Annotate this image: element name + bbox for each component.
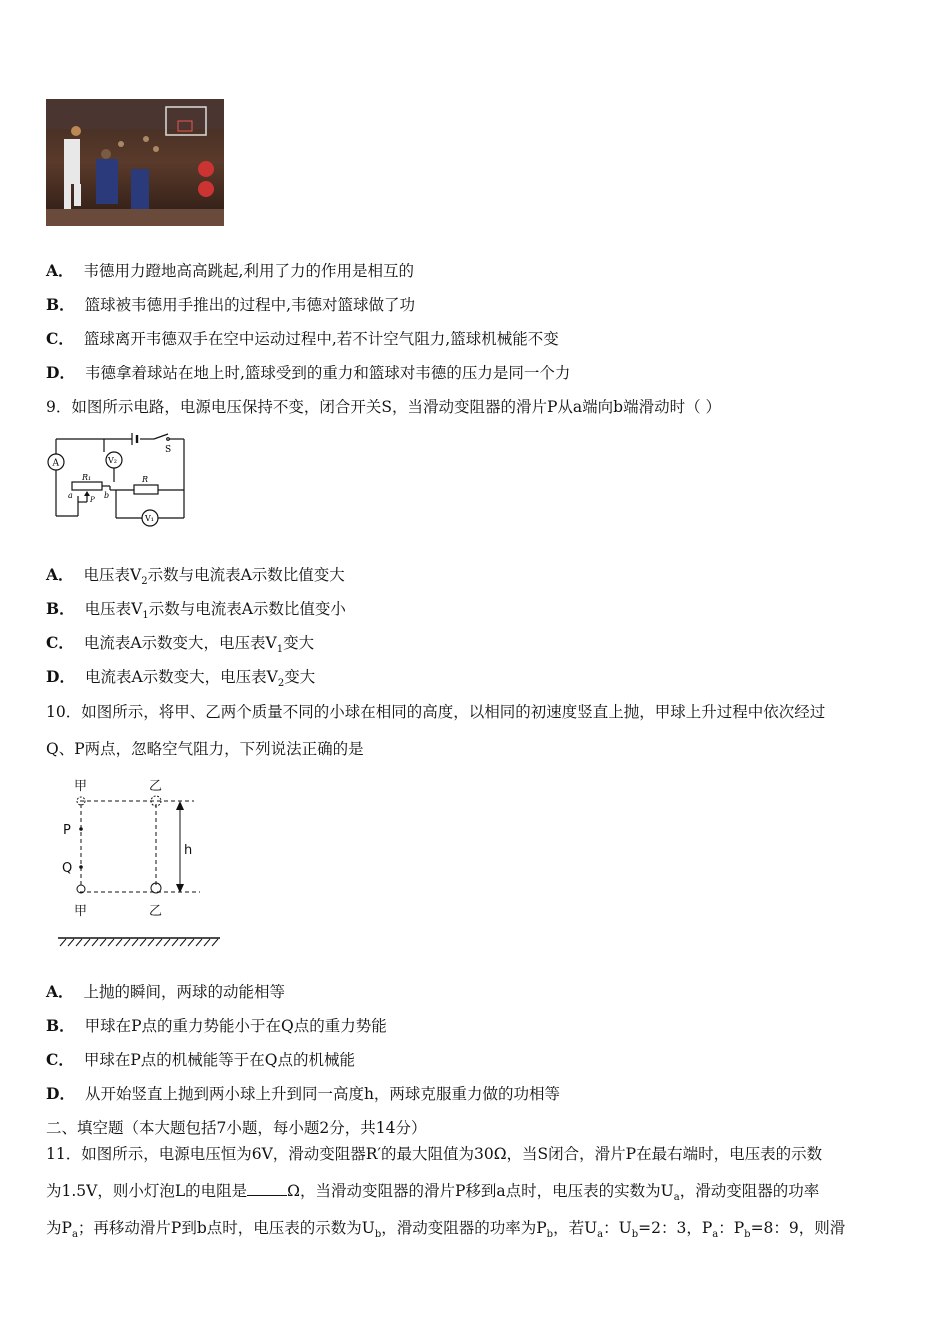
q11-line1: 11．如图所示，电源电压恒为6V，滑动变阻器R′的最大阻值为30Ω，当S闭合，滑片P在最右端时，电压表的示数 (46, 1145, 823, 1163)
r-label: R (142, 475, 149, 484)
q10-option-d[interactable]: D． 从开始竖直上抛到两小球上升到同一高度h，两球克服重力做的功相等 (46, 1084, 560, 1103)
section-title: 二、填空题（本大题包括7小题，每小题2分，共14分） (46, 1119, 427, 1137)
q11-line3: 为$P_a$；再移动滑片P到b点时，电压表的示数为$U_b$，滑动变阻器的功率为$P_b$，若$U_a$：$U_b=2$：3，$P_a$：$P_b=8$：9，则滑 (46, 1219, 846, 1241)
top-jia-label: 甲 (74, 779, 88, 794)
q11-answer-blank[interactable] (247, 1181, 287, 1196)
q8-option-c[interactable]: C． 篮球离开韦德双手在空中运动过程中,若不计空气阻力,篮球机械能不变 (46, 329, 559, 348)
q10-stem-line1: 10．如图所示，将甲、乙两个质量不同的小球在相同的高度，以相同的初速度竖直上抛，甲球上升过程中依次经过 (46, 703, 826, 721)
q9-option-a[interactable]: A． 电压表$V_2$示数与电流表A示数比值变大 (46, 565, 345, 588)
q-point-label: Q (62, 861, 73, 876)
h-label: h (184, 843, 193, 858)
q10-option-a[interactable]: A． 上抛的瞬间，两球的动能相等 (46, 982, 286, 1001)
q10-option-b[interactable]: B． 甲球在P点的重力势能小于在Q点的重力势能 (46, 1016, 387, 1035)
p-point-label: P (63, 823, 71, 838)
q10-stem-line2: Q、P两点，忽略空气阻力，下列说法正确的是 (46, 740, 364, 758)
top-yi-label: 乙 (149, 779, 163, 794)
switch-label: S (165, 445, 172, 455)
a-label: a (68, 491, 73, 500)
q10-ball-diagram (54, 772, 224, 950)
q8-option-b[interactable]: B． 篮球被韦德用手推出的过程中,韦德对篮球做了功 (46, 295, 416, 314)
q10-option-c[interactable]: C． 甲球在P点的机械能等于在Q点的机械能 (46, 1050, 355, 1069)
q9-option-d[interactable]: D． 电流表A示数变大，电压表$V_2$变大 (46, 667, 316, 690)
p-label: P (90, 496, 95, 504)
basketball-photo (46, 99, 224, 226)
q11-line2: 为1.5V，则小灯泡L的电阻是 Ω，当滑动变阻器的滑片P移到a点时，电压表的实数为$U_a$，滑动变阻器的功率 (46, 1182, 820, 1204)
q8-option-d[interactable]: D． 韦德拿着球站在地上时,篮球受到的重力和篮球对韦德的压力是同一个力 (46, 363, 571, 382)
bottom-yi-label: 乙 (149, 904, 163, 919)
q9-option-c[interactable]: C． 电流表A示数变大，电压表$V_1$变大 (46, 633, 315, 656)
q8-option-a[interactable]: A． 韦德用力蹬地高高跳起,利用了力的作用是相互的 (46, 261, 414, 280)
v1-label: V₁ (145, 514, 154, 523)
r1-label: R₁ (82, 473, 92, 482)
q9-circuit-diagram (44, 430, 190, 528)
b-label: b (104, 491, 110, 500)
ammeter-label: A (52, 458, 59, 469)
q9-option-b[interactable]: B． 电压表$V_1$示数与电流表A示数比值变小 (46, 599, 346, 622)
q9-stem: 9．如图所示电路，电源电压保持不变，闭合开关S，当滑动变阻器的滑片P从a端向b端滑动时（ ） (46, 398, 722, 416)
bottom-jia-label: 甲 (74, 904, 88, 919)
v2-label: V₂ (108, 456, 117, 465)
